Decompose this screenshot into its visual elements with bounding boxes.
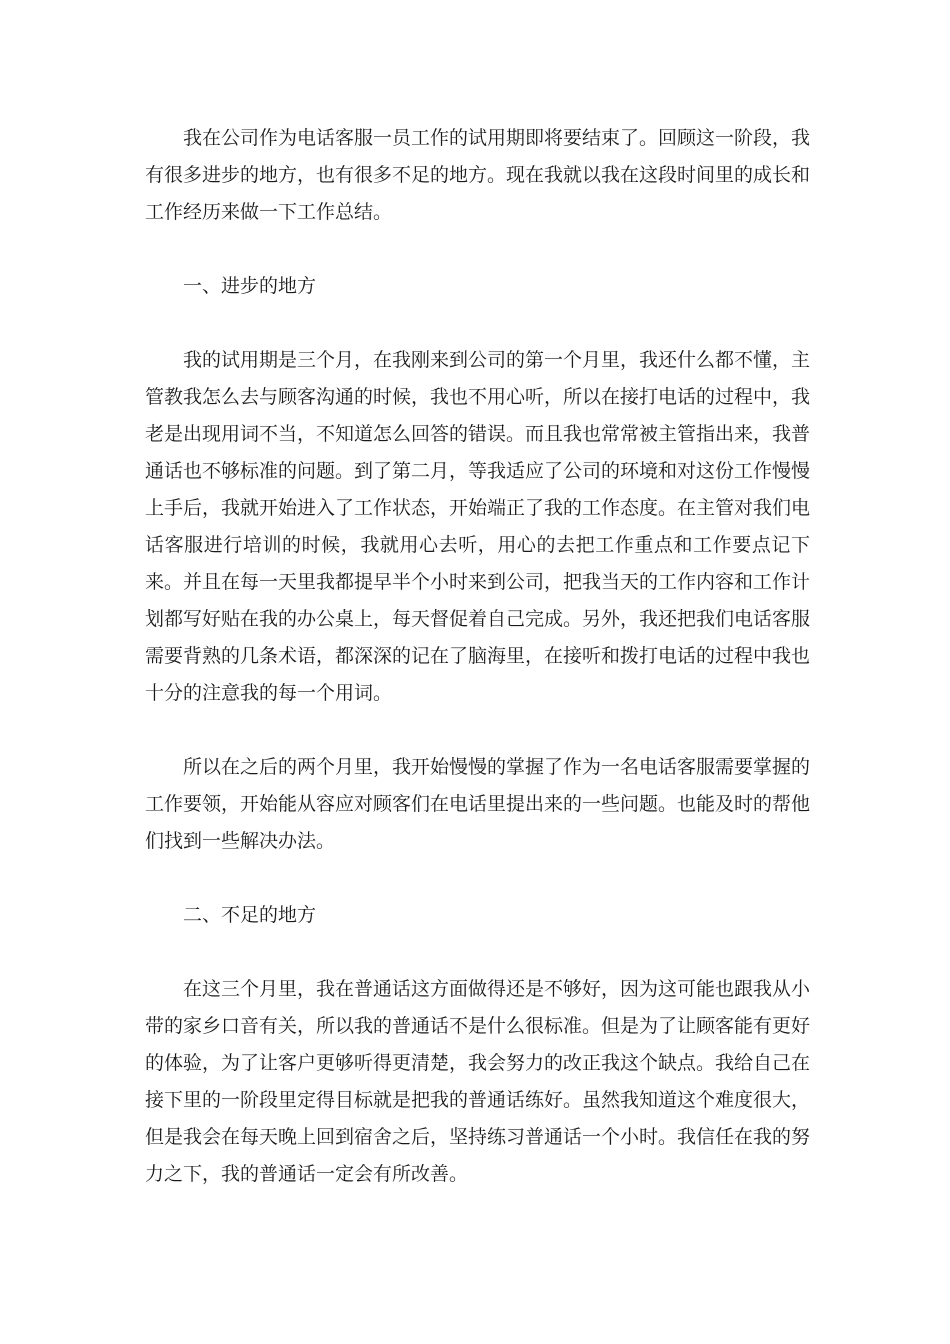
progress-paragraph-2: 所以在之后的两个月里，我开始慢慢的掌握了作为一名电话客服需要掌握的工作要领，开始能从容应对顾客们在电话里提出来的一些问题。也能及时的帮他们找到一些解决办法。	[145, 756, 811, 852]
section-heading-shortcomings: 二、不足的地方	[183, 904, 317, 926]
progress-paragraph-1: 我的试用期是三个月，在我刚来到公司的第一个月里，我还什么都不懂，主管教我怎么去与顾客沟通的时候，我也不用心听，所以在接打电话的过程中，我老是出现用词不当，不知道怎么回答的错误。而且我也常常被主管指出来，我普通话也不够标准的问题。到了第二月，等我适应了公司的环境和对这份工作慢慢上手后，我就开始进入了工作状态，开始端正了我的工作态度。在主管对我们电话客服进行培训的时候，我就用心去听，用心的去把工作重点和工作要点记下来。并且在每一天里我都提早半个小时来到公司，把我当天的工作内容和工作计划都写好贴在我的办公桌上，每天督促着自己完成。另外，我还把我们电话客服需要背熟的几条术语，都深深的记在了脑海里，在接听和拨打电话的过程中我也十分的注意我的每一个用词。	[145, 349, 811, 704]
document-body	[145, 120, 810, 1193]
section-heading-progress: 一、进步的地方	[183, 275, 317, 297]
shortcomings-paragraph: 在这三个月里，我在普通话这方面做得还是不够好，因为这可能也跟我从小带的家乡口音有关，所以我的普通话不是什么很标准。但是为了让顾客能有更好的体验，为了让客户更够听得更清楚，我会努力的改正我这个缺点。我给自己在接下里的一阶段里定得目标就是把我的普通话练好。虽然我知道这个难度很大，但是我会在每天晚上回到宿舍之后，坚持练习普通话一个小时。我信任在我的努力之下，我的普通话一定会有所改善。	[145, 978, 811, 1185]
intro-paragraph: 我在公司作为电话客服一员工作的试用期即将要结束了。回顾这一阶段，我有很多进步的地方，也有很多不足的地方。现在我就以我在这段时间里的成长和工作经历来做一下工作总结。	[145, 127, 811, 223]
